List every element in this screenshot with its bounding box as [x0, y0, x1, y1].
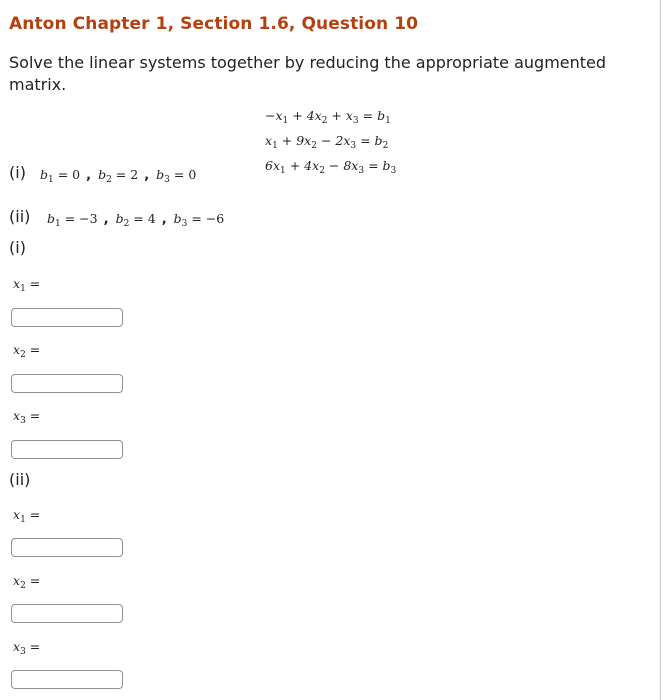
answer-ii-x1-label — [13, 507, 40, 525]
eq2-sub1: 1 — [272, 141, 278, 151]
case-ii-b1-sym: b — [47, 211, 56, 226]
eq2-term1: x — [265, 133, 273, 148]
case-ii-b3-sub: 3 — [181, 219, 188, 229]
question-title: Anton Chapter 1, Section 1.6, Question 10 — [9, 14, 419, 34]
eq3-sub1: 1 — [280, 166, 286, 176]
eq1-term2: + 4x — [288, 108, 322, 123]
case-i-b1-sub: 1 — [48, 175, 54, 185]
answer-ii-x3-label — [13, 639, 40, 657]
answer-i-x2-eq: = — [25, 342, 41, 357]
equation-2 — [265, 131, 396, 156]
answer-ii-x2-label — [13, 573, 40, 591]
case-i-b3-sub: 3 — [164, 175, 170, 185]
answer-i-x2-input[interactable] — [11, 374, 123, 393]
question-prompt: Solve the linear systems together by reducing the appropriate augmented matrix. — [9, 53, 607, 94]
eq3-sub3: 3 — [358, 166, 365, 176]
answer-ii-x1-eq: = — [25, 507, 41, 522]
case-ii-values — [47, 211, 224, 229]
answer-ii-x2-eq: = — [25, 573, 41, 588]
eq2-sub4: 2 — [382, 141, 389, 151]
case-ii-b2-sub: 2 — [123, 219, 130, 229]
equation-1 — [265, 106, 396, 131]
linear-system — [265, 106, 396, 181]
case-i-b3-value: = 0 — [169, 167, 197, 182]
answer-ii-x1-input[interactable] — [11, 538, 123, 557]
eq2-term2: + 9x — [277, 133, 312, 148]
case-ii-b2-sym: b — [115, 211, 124, 226]
eq2-term4: = b — [356, 133, 383, 148]
case-i-b1-sym: b — [40, 167, 49, 182]
eq1-term4: = b — [358, 108, 386, 123]
answer-ii-x3-sub: 3 — [20, 647, 26, 657]
eq3-term1: 6x — [265, 158, 281, 173]
case-i-b2-value: = 2 — [111, 167, 139, 182]
eq1-sub4: 1 — [385, 116, 391, 126]
eq3-term2: + 4x — [285, 158, 320, 173]
answer-ii-x3-eq: = — [25, 639, 41, 654]
eq1-term1: −x — [265, 108, 283, 123]
answer-i-x3-label — [13, 408, 40, 426]
equation-3 — [265, 156, 396, 181]
case-i-b3-sym: b — [156, 167, 165, 182]
case-i-sep-2: , — [144, 168, 150, 183]
answer-ii-x1-sub: 1 — [20, 515, 26, 525]
case-ii-sep-1: , — [103, 212, 109, 227]
answer-i-x1-input[interactable] — [11, 308, 123, 327]
eq1-term3: + x — [327, 108, 353, 123]
answer-ii-x2-sym: x — [13, 573, 21, 588]
case-ii-b3-value: = −6 — [187, 211, 225, 226]
eq2-term3: − 2x — [316, 133, 351, 148]
answer-i-x3-sym: x — [13, 408, 21, 423]
case-ii-b3-sym: b — [173, 211, 182, 226]
case-ii-sep-2: , — [161, 212, 167, 227]
case-ii-b1-value: = −3 — [60, 211, 98, 226]
case-i-sep-1: , — [86, 168, 92, 183]
answer-i-x3-input[interactable] — [11, 440, 123, 459]
answer-i-x1-sym: x — [13, 276, 21, 291]
answer-ii-x2-input[interactable] — [11, 604, 123, 623]
answer-i-x3-eq: = — [25, 408, 41, 423]
case-ii-b1-sub: 1 — [55, 219, 61, 229]
eq2-sub2: 2 — [311, 141, 317, 151]
eq1-sub2: 2 — [321, 116, 328, 126]
case-i-values — [40, 167, 196, 185]
case-i-b2-sym: b — [98, 167, 107, 182]
answer-ii-x3-sym: x — [13, 639, 21, 654]
answer-i-x2-label — [13, 342, 40, 360]
answer-i-x2-sub: 2 — [20, 350, 26, 360]
answer-i-x1-eq: = — [25, 276, 41, 291]
eq1-sub1: 1 — [282, 116, 289, 126]
answers-i-label: (i) — [9, 238, 26, 257]
eq2-sub3: 3 — [350, 141, 357, 151]
eq3-term3: − 8x — [324, 158, 359, 173]
answer-ii-x1-sym: x — [13, 507, 21, 522]
answer-i-x1-sub: 1 — [20, 284, 26, 294]
answer-i-x2-sym: x — [13, 342, 21, 357]
answer-ii-x2-sub: 2 — [20, 581, 26, 591]
case-ii-b2-value: = 4 — [129, 211, 156, 226]
eq1-sub3: 3 — [352, 116, 359, 126]
case-i-b1-value: = 0 — [53, 167, 81, 182]
case-i-label: (i) — [9, 163, 26, 182]
eq3-sub2: 2 — [319, 166, 325, 176]
case-i-b2-sub: 2 — [106, 175, 112, 185]
answer-i-x3-sub: 3 — [20, 416, 26, 426]
answers-ii-label: (ii) — [9, 470, 31, 489]
eq3-term4: = b — [364, 158, 391, 173]
case-ii-label: (ii) — [9, 207, 31, 226]
answer-i-x1-label — [13, 276, 40, 294]
answer-ii-x3-input[interactable] — [11, 670, 123, 689]
eq3-sub4: 3 — [390, 166, 397, 176]
